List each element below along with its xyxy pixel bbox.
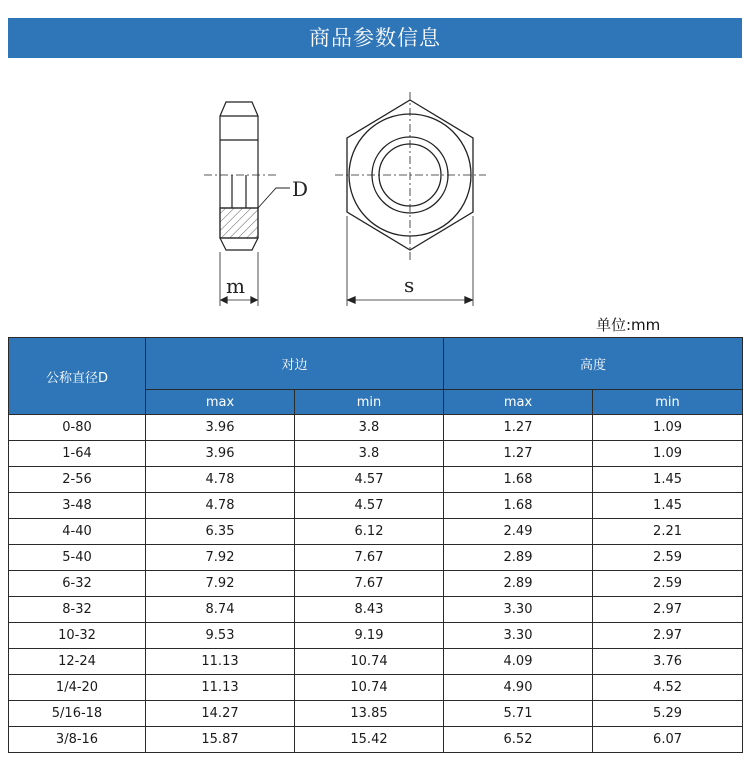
m-min-cell: 4.52 <box>593 675 743 701</box>
m-max-cell: 1.27 <box>444 415 593 441</box>
thickness-label: m <box>226 274 245 298</box>
s-max-cell: 14.27 <box>146 701 295 727</box>
unit-label: 单位:mm <box>596 316 661 334</box>
m-min-cell: 1.09 <box>593 441 743 467</box>
nominal-cell: 1/4-20 <box>9 675 146 701</box>
s-min-cell: 15.42 <box>295 727 444 753</box>
table-row <box>9 519 743 545</box>
m-min-cell: 1.09 <box>593 415 743 441</box>
s-min-cell: 10.74 <box>295 649 444 675</box>
m-max-cell: 6.52 <box>444 727 593 753</box>
nominal-cell: 6-32 <box>9 571 146 597</box>
m-min-cell: 2.59 <box>593 545 743 571</box>
m-max-cell: 4.09 <box>444 649 593 675</box>
across-flats-max-header: max <box>146 390 295 415</box>
page-title: 商品参数信息 <box>309 26 441 50</box>
s-min-cell: 3.8 <box>295 441 444 467</box>
m-min-cell: 2.21 <box>593 519 743 545</box>
nut-side-view <box>204 102 290 306</box>
m-min-cell: 2.97 <box>593 597 743 623</box>
m-min-cell: 3.76 <box>593 649 743 675</box>
s-max-cell: 7.92 <box>146 545 295 571</box>
m-min-cell: 1.45 <box>593 467 743 493</box>
m-max-cell: 2.89 <box>444 545 593 571</box>
s-min-cell: 10.74 <box>295 675 444 701</box>
s-max-cell: 4.78 <box>146 467 295 493</box>
s-min-cell: 6.12 <box>295 519 444 545</box>
table-row <box>9 623 743 649</box>
s-max-cell: 11.13 <box>146 649 295 675</box>
s-min-cell: 4.57 <box>295 493 444 519</box>
m-max-cell: 1.68 <box>444 493 593 519</box>
table-row <box>9 467 743 493</box>
table-row <box>9 493 743 519</box>
m-min-cell: 2.59 <box>593 571 743 597</box>
m-max-cell: 2.89 <box>444 571 593 597</box>
s-max-cell: 4.78 <box>146 493 295 519</box>
s-min-cell: 9.19 <box>295 623 444 649</box>
table-row <box>9 701 743 727</box>
m-min-cell: 1.45 <box>593 493 743 519</box>
table-row <box>9 649 743 675</box>
s-max-cell: 8.74 <box>146 597 295 623</box>
table-row <box>9 675 743 701</box>
table-row <box>9 727 743 753</box>
s-min-cell: 13.85 <box>295 701 444 727</box>
page-title-banner <box>8 18 742 58</box>
across-flats-label: s <box>404 273 415 297</box>
nominal-cell: 8-32 <box>9 597 146 623</box>
spec-table <box>8 337 743 753</box>
nominal-cell: 12-24 <box>9 649 146 675</box>
m-max-cell: 4.90 <box>444 675 593 701</box>
s-max-cell: 7.92 <box>146 571 295 597</box>
nominal-cell: 5-40 <box>9 545 146 571</box>
m-max-cell: 3.30 <box>444 623 593 649</box>
hex-nut-drawing <box>0 60 750 315</box>
nominal-cell: 1-64 <box>9 441 146 467</box>
m-max-cell: 5.71 <box>444 701 593 727</box>
m-min-cell: 5.29 <box>593 701 743 727</box>
s-max-cell: 3.96 <box>146 415 295 441</box>
table-row <box>9 545 743 571</box>
height-min-header: min <box>593 390 743 415</box>
across-flats-min-header: min <box>295 390 444 415</box>
s-min-cell: 7.67 <box>295 571 444 597</box>
m-max-cell: 2.49 <box>444 519 593 545</box>
table-row <box>9 441 743 467</box>
s-min-cell: 4.57 <box>295 467 444 493</box>
table-row <box>9 571 743 597</box>
m-max-cell: 1.27 <box>444 441 593 467</box>
nominal-diameter-header: 公称直径D <box>9 338 146 415</box>
height-max-header: max <box>444 390 593 415</box>
nominal-cell: 2-56 <box>9 467 146 493</box>
nominal-cell: 3-48 <box>9 493 146 519</box>
m-max-cell: 3.30 <box>444 597 593 623</box>
across-flats-header: 对边 <box>146 338 444 390</box>
nominal-cell: 5/16-18 <box>9 701 146 727</box>
s-min-cell: 7.67 <box>295 545 444 571</box>
m-min-cell: 2.97 <box>593 623 743 649</box>
s-min-cell: 3.8 <box>295 415 444 441</box>
height-header: 高度 <box>444 338 743 390</box>
diameter-label: D <box>292 177 309 201</box>
s-max-cell: 9.53 <box>146 623 295 649</box>
table-row <box>9 597 743 623</box>
s-max-cell: 3.96 <box>146 441 295 467</box>
m-min-cell: 6.07 <box>593 727 743 753</box>
nominal-cell: 3/8-16 <box>9 727 146 753</box>
nominal-cell: 4-40 <box>9 519 146 545</box>
s-min-cell: 8.43 <box>295 597 444 623</box>
table-row <box>9 415 743 441</box>
s-max-cell: 11.13 <box>146 675 295 701</box>
s-max-cell: 6.35 <box>146 519 295 545</box>
m-max-cell: 1.68 <box>444 467 593 493</box>
s-max-cell: 15.87 <box>146 727 295 753</box>
nominal-cell: 0-80 <box>9 415 146 441</box>
nominal-cell: 10-32 <box>9 623 146 649</box>
